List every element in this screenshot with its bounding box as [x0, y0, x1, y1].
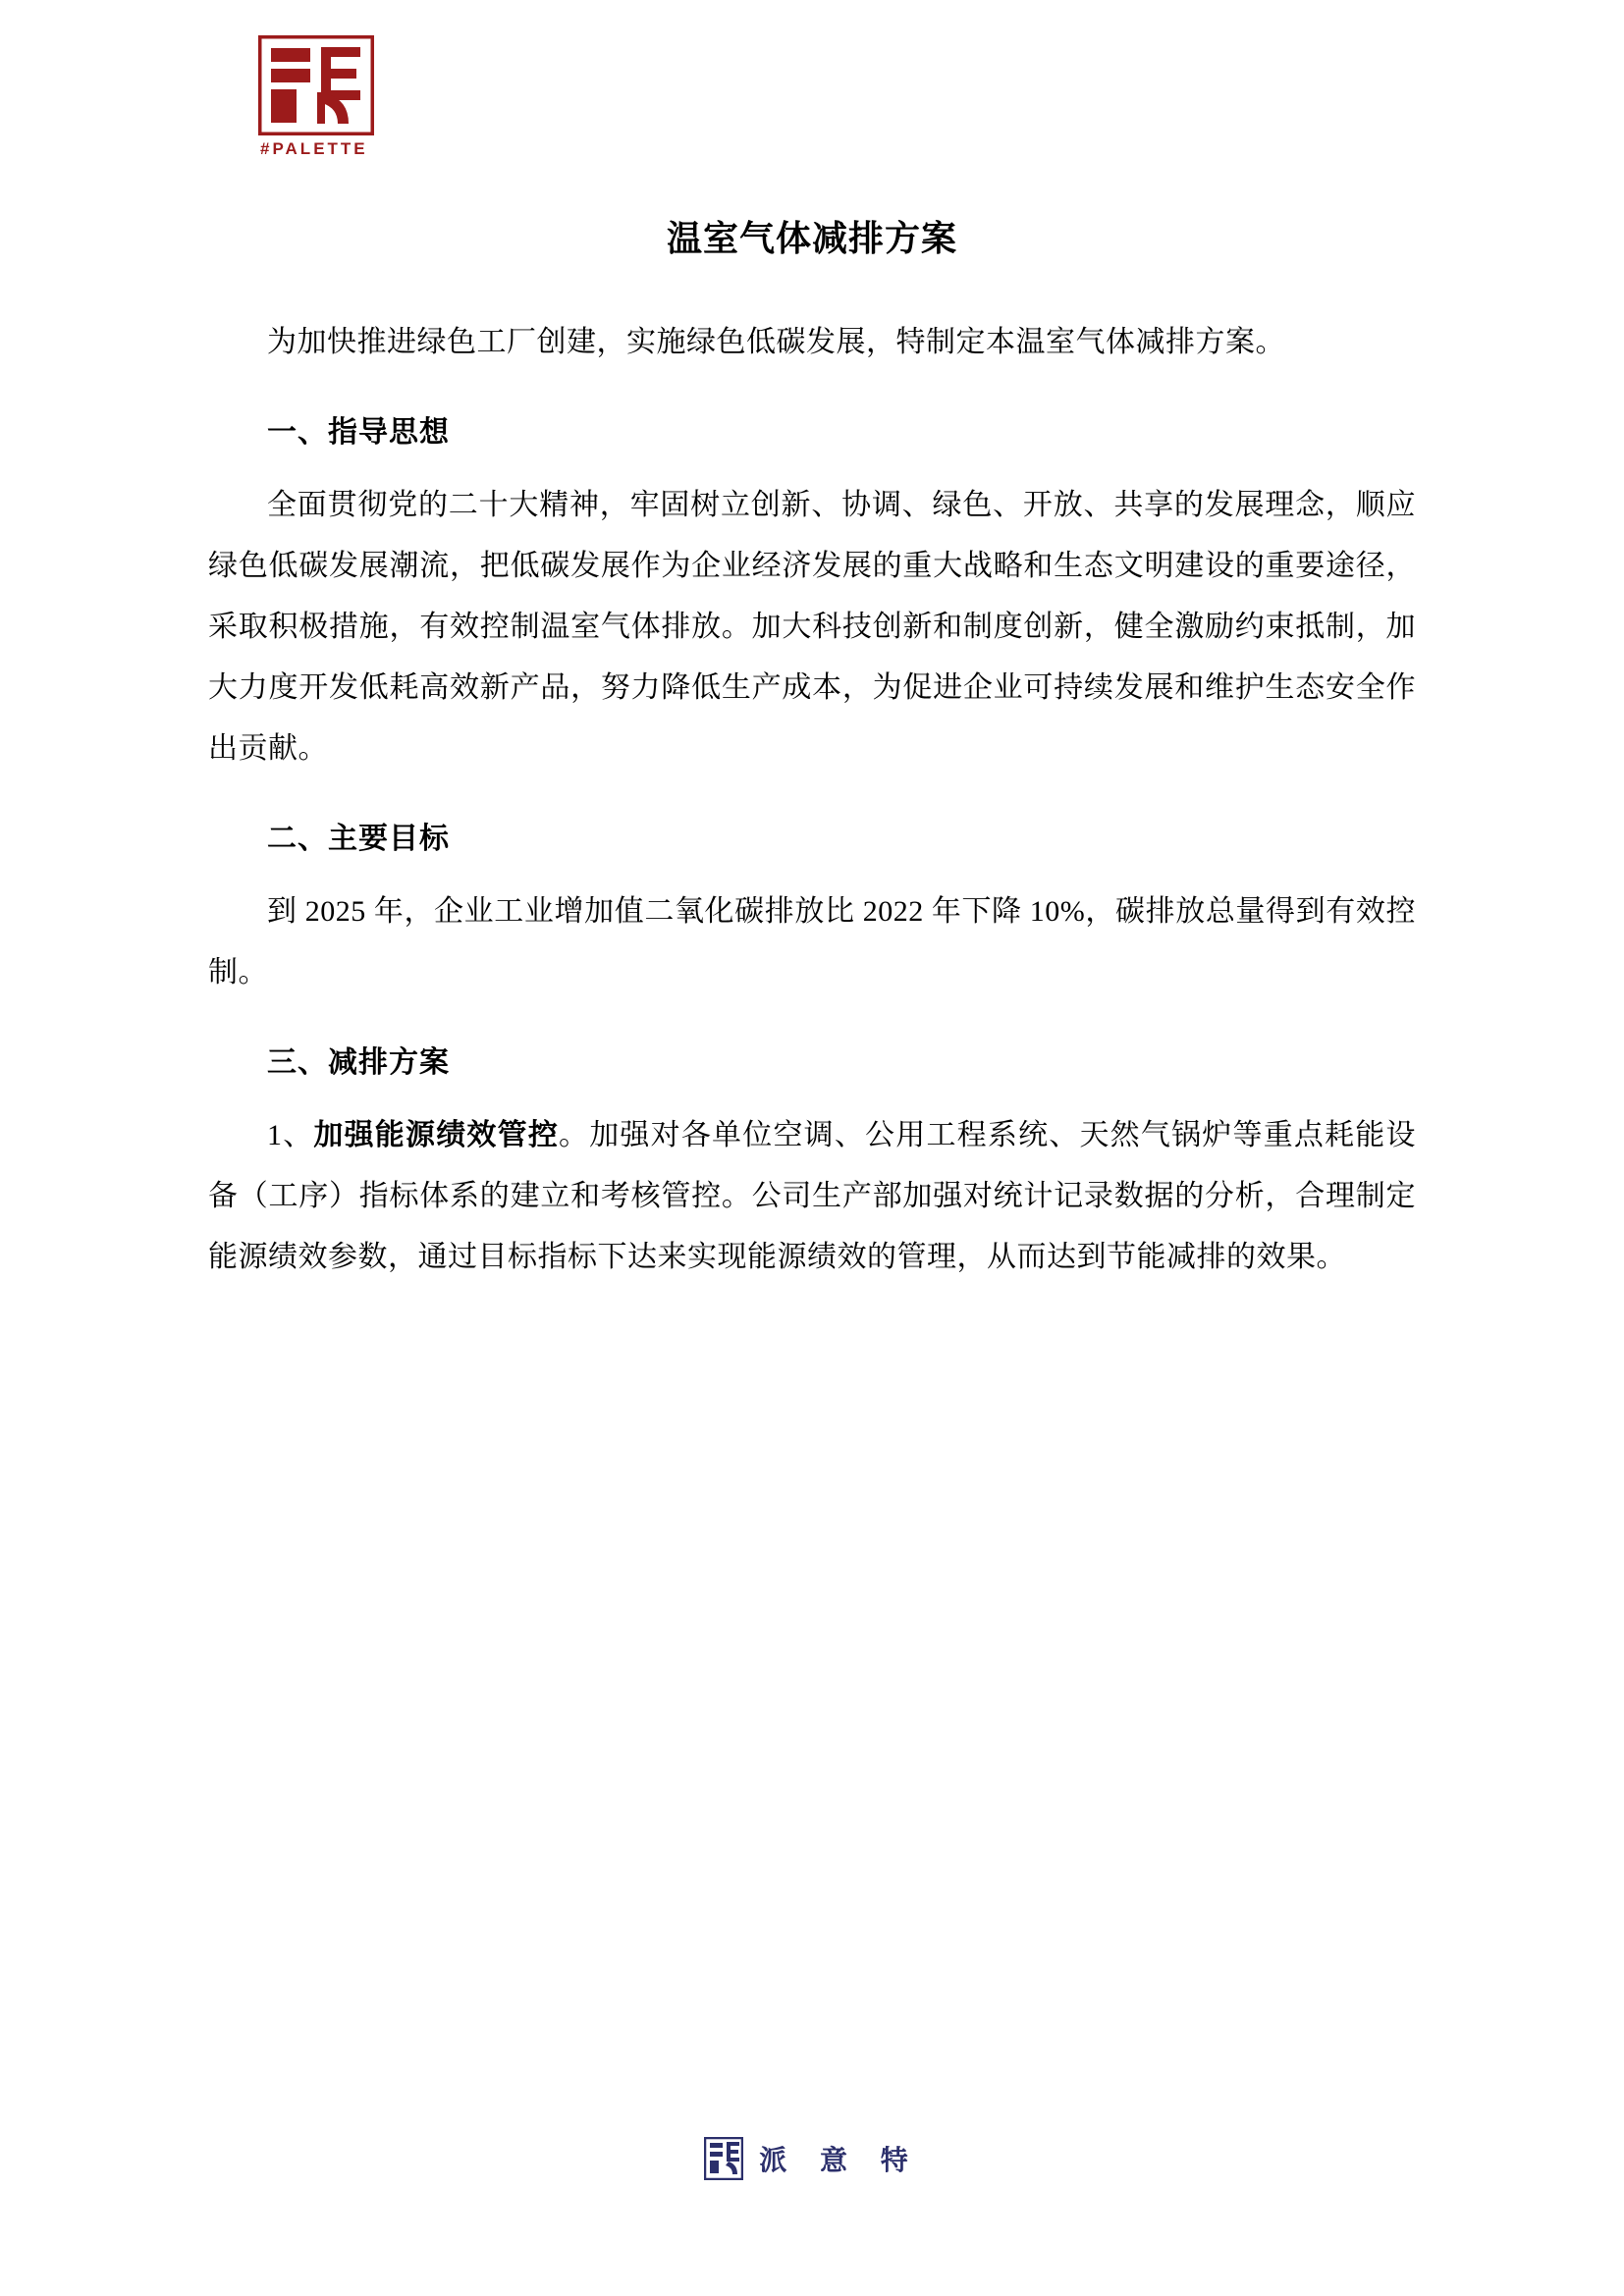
footer-brand-text: 派 意 特: [759, 2144, 920, 2176]
section-item-3-1: [208, 1105, 1416, 1288]
page-title: 温室气体减排方案: [666, 218, 957, 259]
palette-seal-footer-icon: [704, 2137, 743, 2180]
footer: [0, 2137, 1624, 2180]
header-logo: [250, 35, 407, 173]
logo-wordmark: #PALETTE: [260, 139, 368, 158]
item-title: 加强能源绩效管控: [313, 1119, 560, 1151]
item-number: 1、: [267, 1119, 314, 1151]
section-heading-2: 二、主要目标: [267, 822, 450, 856]
section-body-1: 全面贯彻党的二十大精神，牢固树立创新、协调、绿色、开放、共享的发展理念，顺应绿色低碳发展潮流，把低碳发展作为企业经济发展的重大战略和生态文明建设的重要途径，采取积极措施，有效控制温室气体排放。加大科技创新和制度创新，健全激励约束抵制，加大力度开发低耗高效新产品，努力降低生产成本，为促进企业可持续发展和维护生态安全作出贡献。: [208, 489, 1416, 765]
intro-paragraph: 为加快推进绿色工厂创建，实施绿色低碳发展，特制定本温室气体减排方案。: [267, 326, 1285, 358]
section-body-2: 到 2025 年，企业工业增加值二氧化碳排放比 2022 年下降 10%，碳排放总量得到有效控制。: [208, 895, 1416, 988]
section-heading-1: 一、指导思想: [267, 415, 450, 450]
document-body: [208, 211, 1416, 1309]
item-body: 。加强对各单位空调、公用工程系统、天然气锅炉等重点耗能设备（工序）指标体系的建立和考核管控。公司生产部加强对统计记录数据的分析，合理制定能源绩效参数，通过目标指标下达来实现能源绩效的管理，从而达到节能减排的效果。: [208, 1119, 1417, 1273]
palette-seal-logo-icon: [258, 35, 374, 135]
section-heading-3: 三、减排方案: [267, 1045, 450, 1080]
